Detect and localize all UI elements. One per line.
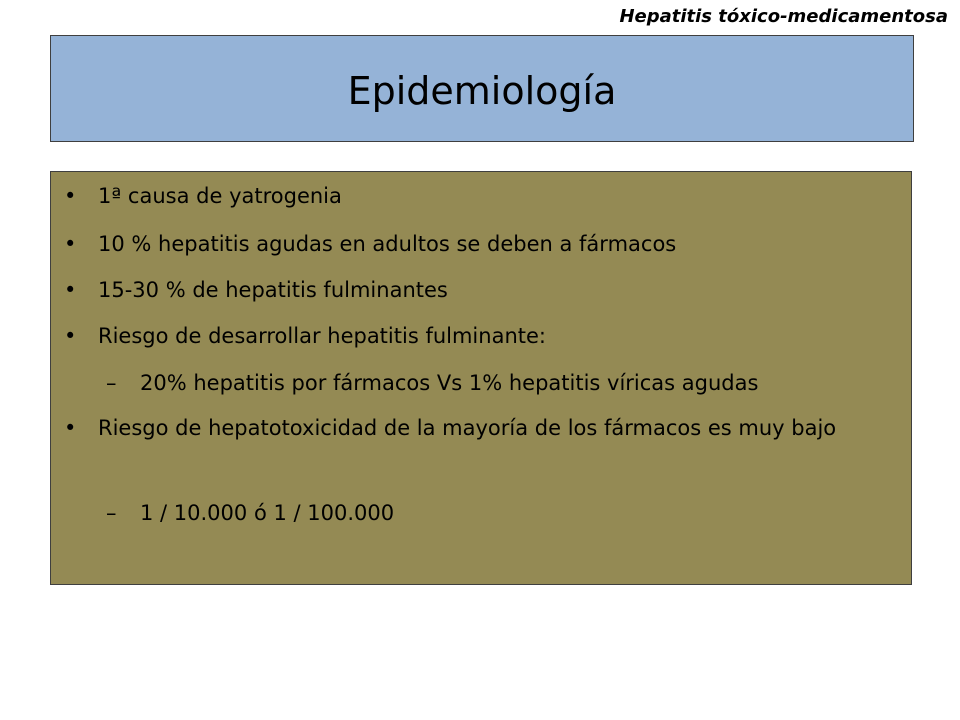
list-item-text: 20% hepatitis por fármacos Vs 1% hepatitis víricas agudas — [140, 371, 759, 395]
bullet-marker: • — [64, 278, 77, 302]
content-box — [50, 171, 912, 585]
list-item-text: Riesgo de desarrollar hepatitis fulminante: — [98, 324, 546, 348]
list-item-text: Riesgo de hepatotoxicidad de la mayoría de los fármacos es muy bajo — [98, 416, 837, 440]
title-box — [50, 35, 914, 142]
slide-title: Epidemiología — [347, 68, 617, 113]
list-item — [64, 411, 888, 445]
list-item — [64, 319, 546, 353]
dash-marker: – — [106, 501, 117, 525]
bullet-marker: • — [64, 184, 77, 208]
list-item — [64, 179, 342, 213]
dash-marker: – — [106, 371, 117, 395]
sub-list-item — [106, 366, 759, 400]
list-item — [64, 273, 448, 307]
sub-list-item — [106, 496, 395, 530]
list-item-text: 1 / 10.000 ó 1 / 100.000 — [140, 501, 395, 525]
bullet-marker: • — [64, 324, 77, 348]
list-item-text: 10 % hepatitis agudas en adultos se deben a fármacos — [98, 232, 677, 256]
list-item — [64, 227, 677, 261]
bullet-marker: • — [64, 416, 77, 440]
slide-topic: Hepatitis tóxico-medicamentosa — [619, 6, 948, 27]
list-item-text: 1ª causa de yatrogenia — [98, 184, 342, 208]
bullet-marker: • — [64, 232, 77, 256]
list-item-text: 15-30 % de hepatitis fulminantes — [98, 278, 448, 302]
